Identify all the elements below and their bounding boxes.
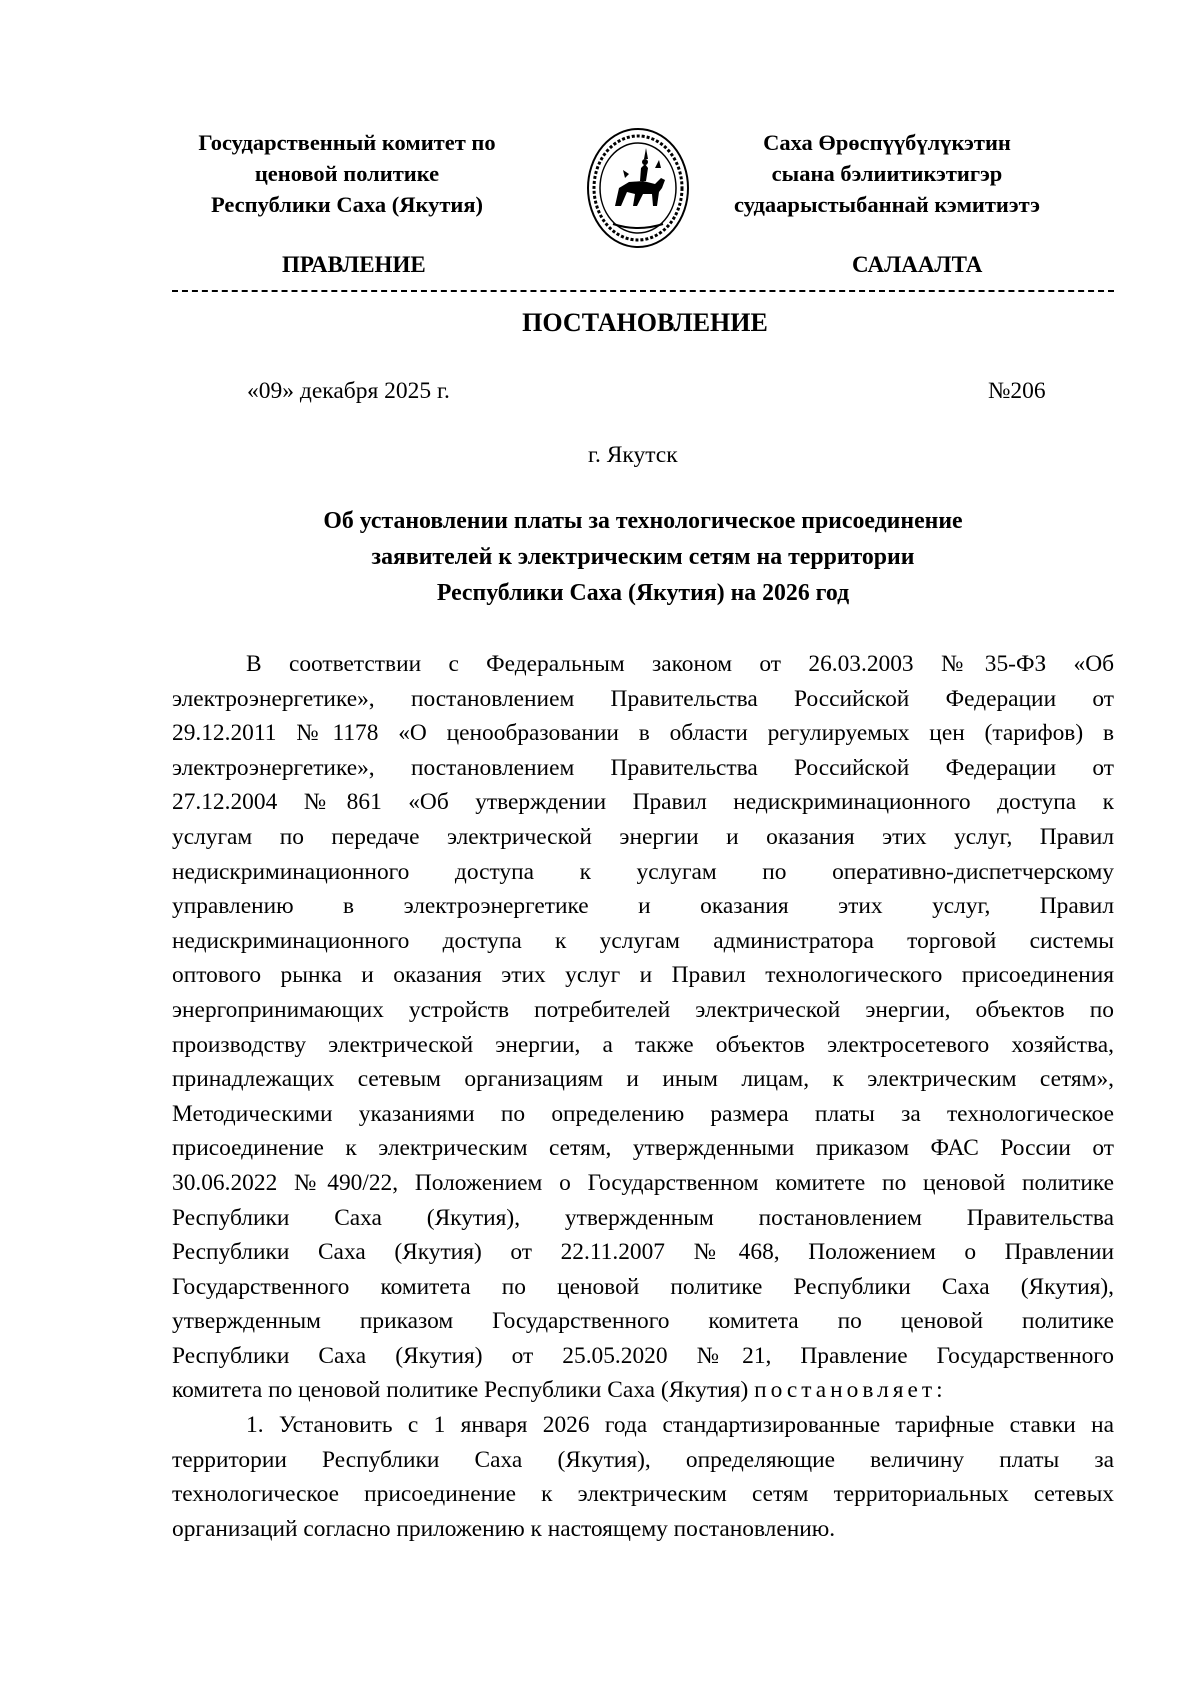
committee-name-line: Государственный комитет по — [198, 130, 496, 155]
preamble-line: Методическими указаниями по определению размера платы за технологическое — [172, 1100, 1114, 1127]
preamble-line: недискриминационного доступа к услугам администратора торговой системы — [172, 927, 1114, 954]
document-title: ПОСТАНОВЛЕНИЕ — [522, 308, 768, 337]
preamble-final-line — [172, 1373, 1114, 1408]
subject-line: Об установлении платы за технологическое присоединение — [323, 508, 963, 534]
committee-name-line: Саха Өрөспүүбүлүкэтин — [763, 130, 1011, 155]
resolves-word: постановляет: — [754, 1377, 947, 1404]
item-line: 1. Установить с 1 января 2026 года стандартизированные тарифные ставки на — [246, 1412, 1114, 1439]
subject-line: заявителей к электрическим сетям на территории — [371, 544, 915, 570]
item-line: территории Республики Саха (Якутия), определяющие величину платы за — [172, 1446, 1114, 1473]
preamble-line: Республики Саха (Якутия), утвержденным постановлением Правительства — [172, 1204, 1114, 1231]
document-subject — [172, 503, 1114, 611]
preamble-line: услугам по передаче электрической энергии и оказания этих услуг, Правил — [172, 823, 1114, 850]
board-label-yakut: САЛААЛТА — [852, 252, 983, 277]
subject-line: Республики Саха (Якутия) на 2026 год — [436, 580, 850, 606]
preamble-line: 29.12.2011 №1178 «О ценообразовании в области регулируемых цен (тарифов) в — [172, 720, 1114, 747]
document-date: «09» декабря 2025 г. — [247, 378, 450, 404]
preamble-line: электроэнергетике», постановлением Правительства Российской Федерации от — [172, 754, 1114, 781]
preamble-line: 27.12.2004 №861 «Об утверждении Правил недискриминационного доступа к — [172, 789, 1114, 816]
preamble-line: недискриминационного доступа к услугам по оперативно-диспетчерскому — [172, 858, 1114, 885]
item-line: организаций согласно приложению к настоящему постановлению. — [172, 1515, 836, 1542]
preamble-line: Государственного комитета по ценовой политике Республики Саха (Якутия), — [172, 1273, 1114, 1300]
committee-name-line: Республики Саха (Якутия) — [210, 192, 484, 217]
preamble-line: производству электрической энергии, а также объектов электросетевого хозяйства, — [172, 1031, 1114, 1058]
committee-name-russian — [167, 127, 527, 220]
committee-name-line: сыана бэлиитикэтигэр — [771, 161, 1003, 186]
preamble-line: управлению в электроэнергетике и оказания этих услуг, Правил — [172, 893, 1114, 920]
preamble-final-prefix: комитета по ценовой политике Республики Саха (Якутия) — [172, 1377, 755, 1404]
document-body — [172, 647, 1114, 1546]
coat-of-arms-emblem-icon — [585, 126, 691, 250]
document-city: г. Якутск — [588, 442, 678, 468]
committee-name-line: судаарыстыбаннай кэмитиэтэ — [734, 192, 1040, 217]
preamble-line: электроэнергетике», постановлением Правительства Российской Федерации от — [172, 685, 1114, 712]
preamble-line: принадлежащих сетевым организациям и иным лицам, к электрическим сетям», — [172, 1066, 1114, 1093]
header-divider — [172, 290, 1114, 292]
preamble-line: В соответствии с Федеральным законом от 26.03.2003 №35-ФЗ «Об — [246, 651, 1114, 677]
preamble-line: утвержденным приказом Государственного комитета по ценовой политике — [172, 1308, 1114, 1335]
committee-name-line: ценовой политике — [254, 161, 440, 186]
preamble-line: оптового рынка и оказания этих услуг и Правил технологического присоединения — [172, 962, 1114, 989]
preamble-line: Республики Саха (Якутия) от 22.11.2007 №468, Положением о Правлении — [172, 1239, 1114, 1266]
preamble-line: присоединение к электрическим сетям, утвержденными приказом ФАС России от — [172, 1135, 1114, 1162]
document-number: №206 — [988, 378, 1046, 404]
preamble-line: 30.06.2022 №490/22, Положением о Государственном комитете по ценовой политике — [172, 1169, 1114, 1196]
item-line: технологическое присоединение к электрическим сетям территориальных сетевых — [172, 1481, 1114, 1508]
committee-name-yakut — [712, 127, 1062, 220]
board-label-russian: ПРАВЛЕНИЕ — [282, 252, 426, 277]
preamble-line: Республики Саха (Якутия) от 25.05.2020 №21, Правление Государственного — [172, 1342, 1114, 1369]
preamble-line: энергопринимающих устройств потребителей электрической энергии, объектов по — [172, 996, 1114, 1023]
